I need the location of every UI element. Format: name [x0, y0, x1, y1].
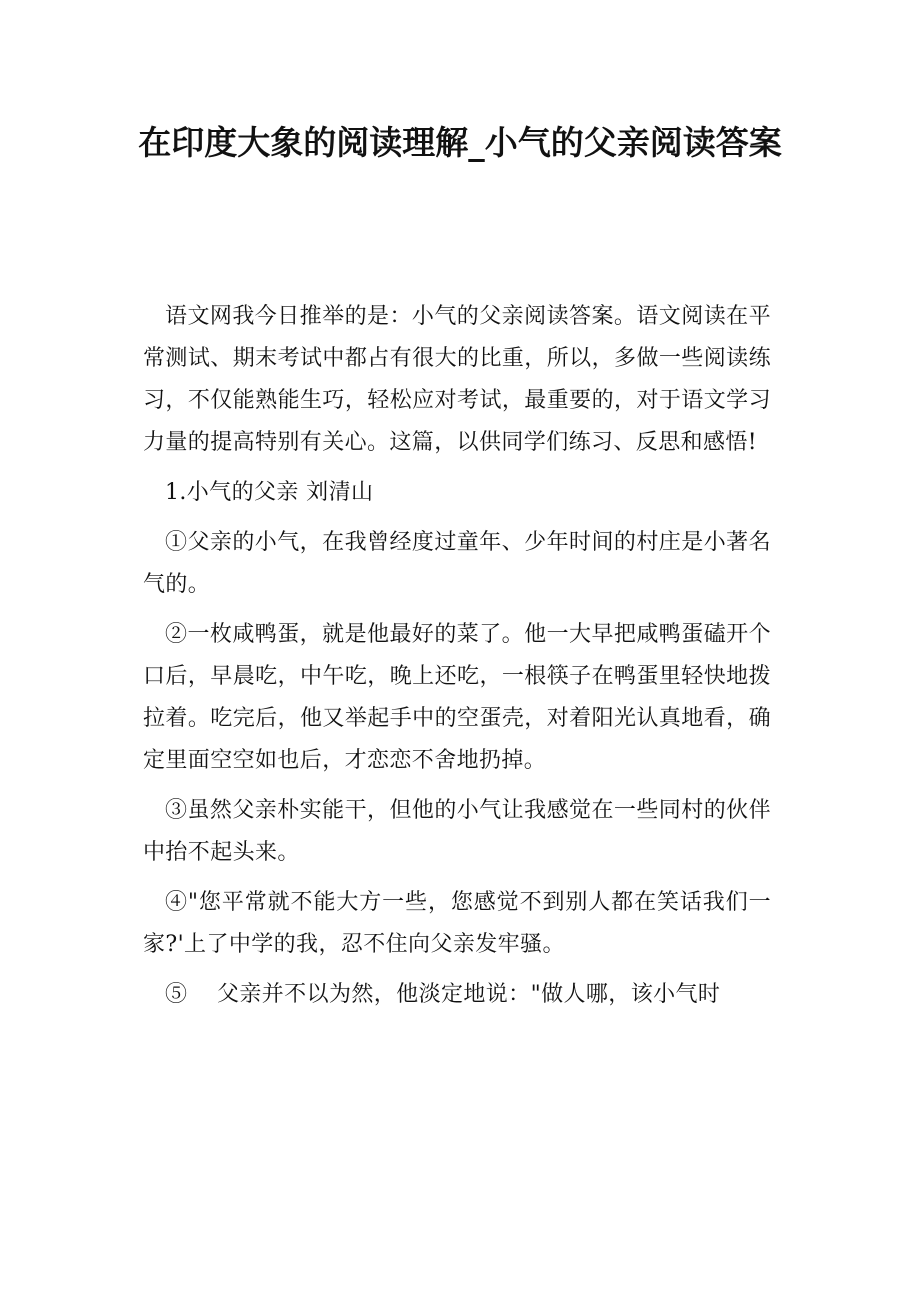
paragraph-3: ③虽然父亲朴实能干，但他的小气让我感觉在一些同村的伙伴中抬不起头来。 [143, 798, 771, 865]
document-body [143, 296, 771, 1024]
paragraph-1: ①父亲的小气，在我曾经度过童年、少年时间的村庄是小著名气的。 [143, 530, 771, 597]
paragraph-5: ⑤ 父亲并不以为然，他淡定地说："做人哪，该小气时 [165, 982, 721, 1007]
paragraph-4: ④"您平常就不能大方一些，您感觉不到别人都在笑话我们一家?'上了中学的我，忍不住向父亲发牢骚。 [143, 890, 771, 957]
paragraph-heading: 1.小气的父亲 刘清山 [165, 480, 374, 505]
paragraph-intro: 语文网我今日推举的是：小气的父亲阅读答案。语文阅读在平常测试、期末考试中都占有很大的比重，所以，多做一些阅读练习，不仅能熟能生巧，轻松应对考试，最重要的，对于语文学习力量的提高特别有关心。这篇，以供同学们练习、反思和感悟! [143, 304, 771, 455]
paragraph-2: ②一枚咸鸭蛋，就是他最好的菜了。他一大早把咸鸭蛋磕开个口后，早晨吃，中午吃，晚上还吃，一根筷子在鸭蛋里轻快地拨拉着。吃完后，他又举起手中的空蛋壳，对着阳光认真地看，确定里面空空如也后，才恋恋不舍地扔掉。 [143, 622, 771, 773]
document-title: 在印度大象的阅读理解_小气的父亲阅读答案 [138, 123, 782, 162]
